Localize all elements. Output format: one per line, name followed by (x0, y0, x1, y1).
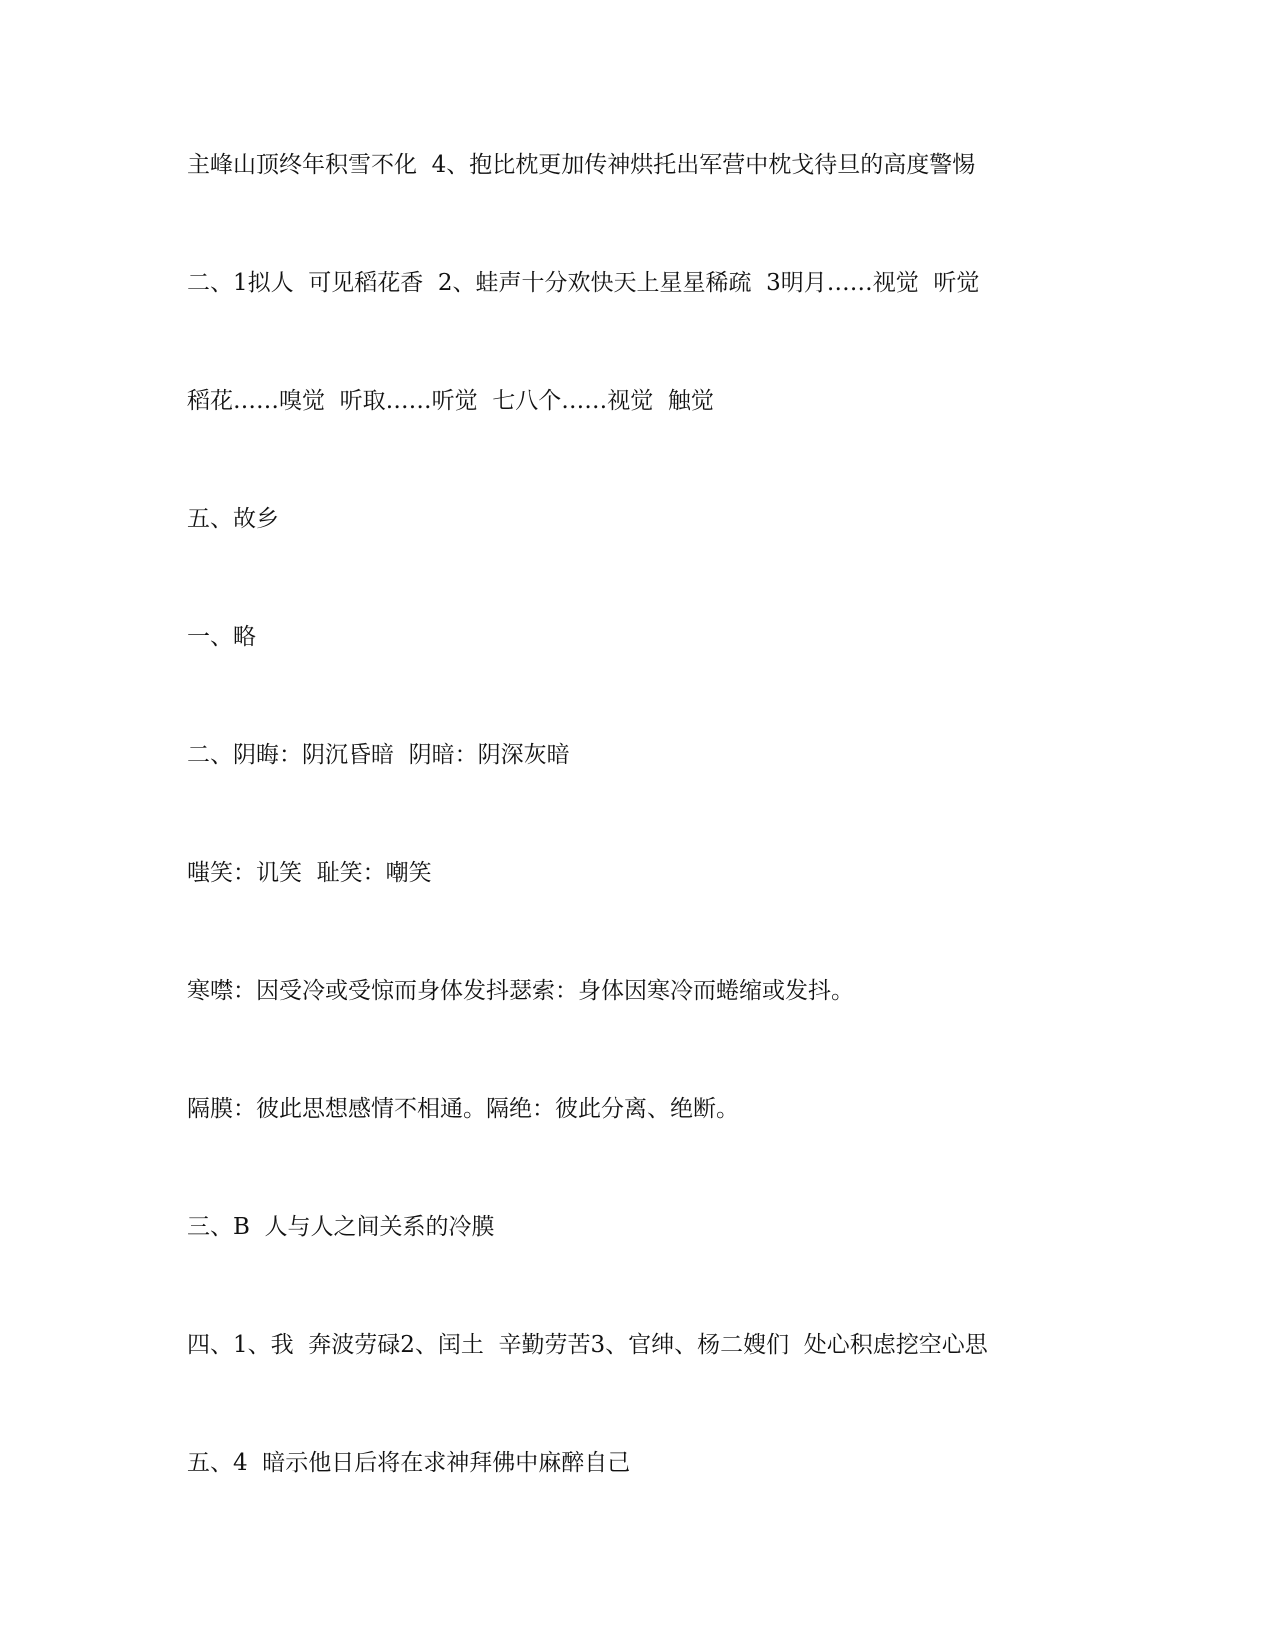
text-line: 主峰山顶终年积雪不化 4、抱比枕更加传神烘托出军营中枕戈待旦的高度警惕 (187, 152, 976, 178)
text-line: 二、1拟人 可见稻花香 2、蛙声十分欢快天上星星稀疏 3明月……视觉 听觉 (187, 270, 980, 296)
text-line: 稻花……嗅觉 听取……听觉 七八个……视觉 触觉 (187, 388, 714, 414)
text-line: 一、略 (187, 624, 256, 650)
text-line: 四、1、我 奔波劳碌2、闰土 辛勤劳苦3、官绅、杨二嫂们 处心积虑挖空心思 (187, 1332, 988, 1358)
text-line: 寒噤：因受冷或受惊而身体发抖瑟索：身体因寒冷而蜷缩或发抖。 (187, 978, 854, 1004)
text-line: 三、B 人与人之间关系的冷膜 (187, 1214, 495, 1240)
text-line: 二、阴晦：阴沉昏暗 阴暗：阴深灰暗 (187, 742, 570, 768)
text-line: 五、4 暗示他日后将在求神拜佛中麻醉自己 (187, 1450, 631, 1476)
text-line: 隔膜：彼此思想感情不相通。隔绝：彼此分离、绝断。 (187, 1096, 739, 1122)
section-heading: 五、故乡 (187, 506, 279, 532)
text-line: 嗤笑：讥笑 耻笑：嘲笑 (187, 860, 432, 886)
